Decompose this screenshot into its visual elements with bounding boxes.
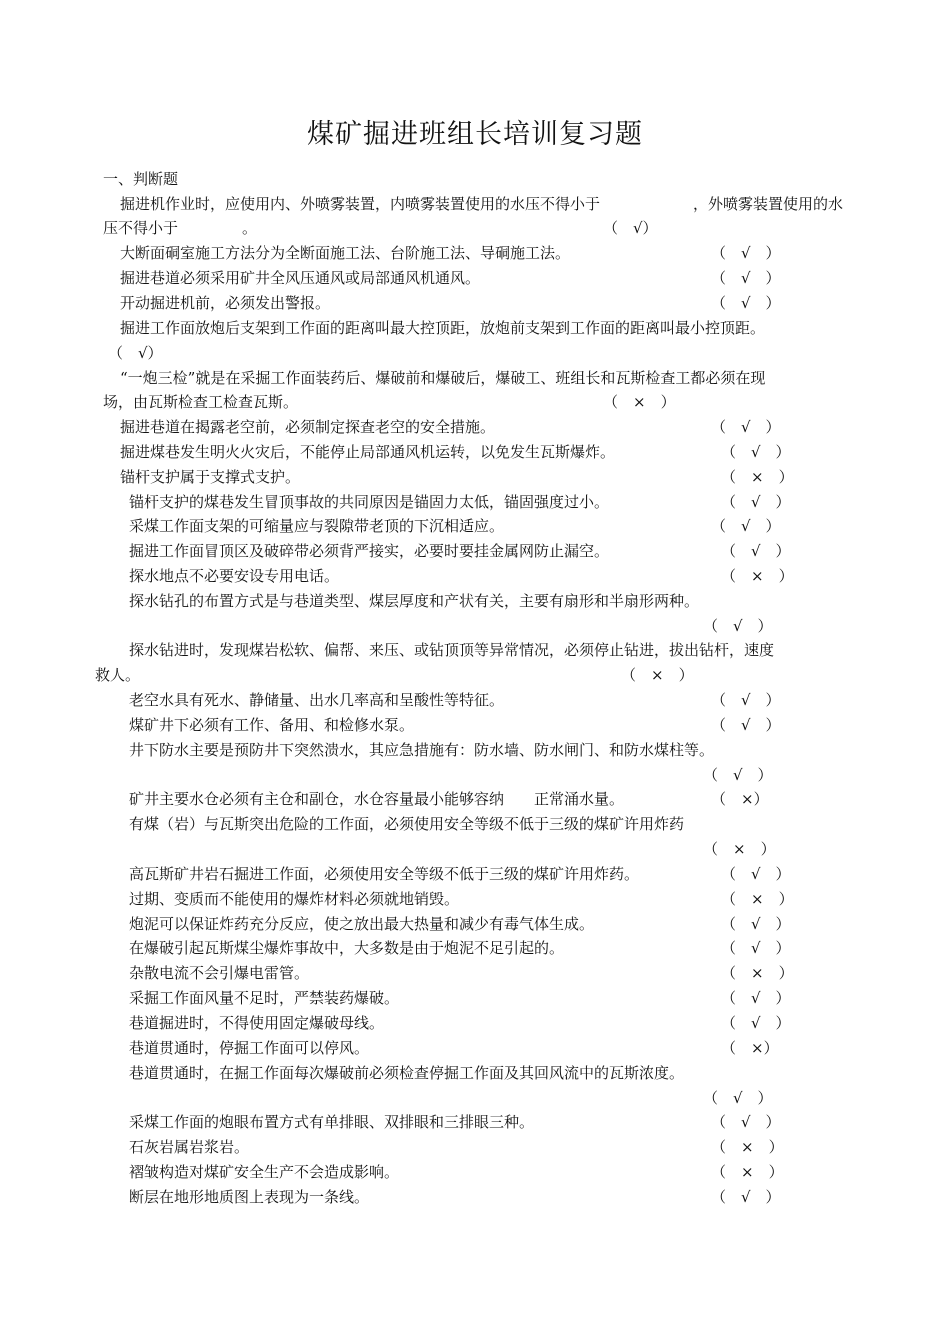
answer-mark: （ √） [108, 344, 163, 362]
question-text: 锚杆支护属于支撑式支护。 [120, 468, 301, 486]
question-text: “一炮三检”就是在采掘工作面装药后、爆破前和爆破后，爆破工、班组长和瓦斯检查工都必须在现 [120, 369, 766, 387]
answer-mark: （ √ ） [721, 443, 791, 461]
answer-mark: （ √ ） [721, 1014, 791, 1032]
answer-mark: （ √ ） [711, 1113, 781, 1131]
answer-mark: （ √ ） [711, 517, 781, 535]
answer-mark: （ √ ） [721, 939, 791, 957]
page-title: 煤矿掘进班组长培训复习题 [307, 119, 643, 150]
answer-mark: （ × ） [621, 666, 694, 684]
answer-mark: （ √） [603, 219, 658, 237]
answer-mark: （ ×） [711, 790, 769, 808]
question-text: 掘进巷道在揭露老空前，必须制定探查老空的安全措施。 [120, 418, 496, 436]
answer-mark: （ × ） [721, 964, 794, 982]
question-text: 锚杆支护的煤巷发生冒顶事故的共同原因是锚固力太低，锚固强度过小。 [129, 493, 610, 511]
question-text: 井下防水主要是预防井下突然溃水，其应急措施有：防水墙、防水闸门、和防水煤柱等。 [129, 741, 715, 759]
question-text: 矿井主要水仓必须有主仓和副仓，水仓容量最小能够容纳 正常涌水量。 [129, 790, 625, 808]
answer-mark: （ ×） [721, 1039, 779, 1057]
answer-mark: （ √ ） [721, 915, 791, 933]
question-text: 救人。 [95, 666, 141, 684]
question-text: 探水钻进时，发现煤岩松软、偏帮、来压、或钻顶顶等异常情况，必须停止钻进，拔出钻杆，速度 [129, 641, 775, 659]
question-text: 巷道掘进时，不得使用固定爆破母线。 [129, 1014, 385, 1032]
question-text: 开动掘进机前，必须发出警报。 [120, 294, 331, 312]
question-text: 大断面硐室施工方法分为全断面施工法、台阶施工法、导硐施工法。 [120, 244, 571, 262]
question-text: 采掘工作面风量不足时，严禁装药爆破。 [129, 989, 400, 1007]
question-text: 过期、变质而不能使用的爆炸材料必须就地销毁。 [129, 890, 460, 908]
question-text: 巷道贯通时，在掘工作面每次爆破前必须检查停掘工作面及其回风流中的瓦斯浓度。 [129, 1064, 685, 1082]
answer-mark: （ × ） [721, 890, 794, 908]
question-text: 场，由瓦斯检查工检查瓦斯。 [103, 393, 299, 411]
answer-mark: （ × ） [703, 840, 776, 858]
question-text: 褶皱构造对煤矿安全生产不会造成影响。 [129, 1163, 400, 1181]
question-text: 探水地点不必要安设专用电话。 [129, 567, 340, 585]
answer-mark: （ √ ） [711, 294, 781, 312]
question-text: 断层在地形地质图上表现为一条线。 [129, 1188, 370, 1206]
answer-mark: （ × ） [711, 1163, 784, 1181]
question-text: 掘进机作业时，应使用内、外喷雾装置，内喷雾装置使用的水压不得小于 [120, 195, 601, 213]
answer-mark: （ √ ） [711, 418, 781, 436]
question-text: 巷道贯通时，停掘工作面可以停风。 [129, 1039, 370, 1057]
question-text: 炮泥可以保证炸药充分反应，使之放出最大热量和减少有毒气体生成。 [129, 915, 595, 933]
answer-mark: （ √ ） [703, 1089, 773, 1107]
question-text: 有煤（岩）与瓦斯突出危险的工作面，必须使用安全等级不低于三级的煤矿许用炸药 [129, 815, 685, 833]
answer-mark: （ √ ） [703, 617, 773, 635]
answer-mark: （ √ ） [721, 865, 791, 883]
question-text: 高瓦斯矿井岩石掘进工作面，必须使用安全等级不低于三级的煤矿许用炸药。 [129, 865, 640, 883]
question-text: 掘进煤巷发生明火火灾后，不能停止局部通风机运转，以免发生瓦斯爆炸。 [120, 443, 616, 461]
question-text: 杂散电流不会引爆电雷管。 [129, 964, 310, 982]
question-text: ，外喷雾装置使用的水 [693, 195, 844, 213]
question-text: 采煤工作面的炮眼布置方式有单排眼、双排眼和三排眼三种。 [129, 1113, 535, 1131]
question-text: 。 [242, 219, 258, 237]
question-text: 掘进工作面放炮后支架到工作面的距离叫最大控顶距，放炮前支架到工作面的距离叫最小控顶距。 [120, 319, 766, 337]
answer-mark: （ √ ） [721, 493, 791, 511]
question-text: 探水钻孔的布置方式是与巷道类型、煤层厚度和产状有关，主要有扇形和半扇形两种。 [129, 592, 700, 610]
answer-mark: （ √ ） [703, 766, 773, 784]
answer-mark: （ × ） [603, 393, 676, 411]
question-text: 在爆破引起瓦斯煤尘爆炸事故中，大多数是由于炮泥不足引起的。 [129, 939, 565, 957]
question-text: 老空水具有死水、静储量、出水几率高和呈酸性等特征。 [129, 691, 505, 709]
answer-mark: （ √ ） [711, 244, 781, 262]
question-text: 煤矿井下必须有工作、备用、和检修水泵。 [129, 716, 415, 734]
answer-mark: （ × ） [711, 1138, 784, 1156]
question-text: 掘进巷道必须采用矿井全风压通风或局部通风机通风。 [120, 269, 481, 287]
question-text: 采煤工作面支架的可缩量应与裂隙带老顶的下沉相适应。 [129, 517, 505, 535]
question-text: 石灰岩属岩浆岩。 [129, 1138, 250, 1156]
question-text: 压不得小于 [103, 219, 179, 237]
answer-mark: （ √ ） [721, 542, 791, 560]
answer-mark: （ × ） [721, 468, 794, 486]
answer-mark: （ √ ） [711, 691, 781, 709]
answer-mark: （ √ ） [711, 269, 781, 287]
answer-mark: （ × ） [721, 567, 794, 585]
section-heading: 一、判断题 [103, 170, 179, 188]
question-text: 掘进工作面冒顶区及破碎带必须背严接实，必要时要挂金属网防止漏空。 [129, 542, 610, 560]
answer-mark: （ √ ） [711, 716, 781, 734]
answer-mark: （ √ ） [711, 1188, 781, 1206]
answer-mark: （ √ ） [721, 989, 791, 1007]
